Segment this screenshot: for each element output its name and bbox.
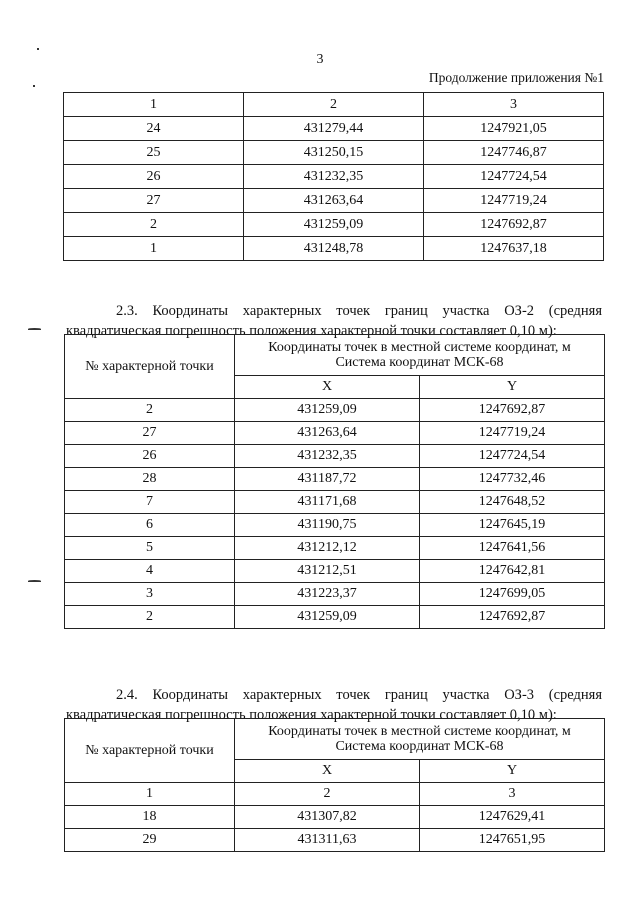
y-coordinate: 1247724,54 [420, 445, 605, 468]
point-number: 28 [65, 468, 235, 491]
table-row [65, 606, 605, 629]
coordinate-header-line: Координаты точек в местной системе координат, м [268, 339, 571, 355]
y-column-header: Y [420, 760, 605, 783]
column-number: 2 [235, 783, 420, 806]
table-row [65, 399, 605, 422]
coordinate-system-header [235, 335, 605, 376]
point-number: 2 [65, 399, 235, 422]
point-number: 26 [65, 445, 235, 468]
x-coordinate: 431232,35 [235, 445, 420, 468]
scan-mark [28, 328, 41, 330]
table-row [64, 189, 604, 213]
column-number: 1 [65, 783, 235, 806]
coordinate-header-line: Координаты точек в местной системе координат, м [268, 723, 571, 739]
y-coordinate: 1247732,46 [420, 468, 605, 491]
table-row [65, 829, 605, 852]
y-coordinate: 1247719,24 [424, 189, 604, 213]
point-number: 5 [65, 537, 235, 560]
coordinate-system-name: Система координат МСК-68 [335, 739, 504, 754]
y-coordinate: 1247692,87 [420, 399, 605, 422]
point-number: 18 [65, 806, 235, 829]
y-column-header: Y [420, 376, 605, 399]
y-coordinate: 1247629,41 [420, 806, 605, 829]
scan-mark [33, 85, 35, 87]
y-coordinate: 1247648,52 [420, 491, 605, 514]
x-coordinate: 431259,09 [235, 399, 420, 422]
page-number: 3 [316, 52, 324, 67]
x-column-header: X [235, 376, 420, 399]
table-row [64, 141, 604, 165]
y-coordinate: 1247921,05 [424, 117, 604, 141]
column-numbering-row [65, 783, 605, 806]
table-row [64, 165, 604, 189]
table-row [65, 445, 605, 468]
point-number: 6 [65, 514, 235, 537]
column-number: 1 [64, 93, 244, 117]
table-row [65, 537, 605, 560]
table-row [65, 422, 605, 445]
table-row [64, 237, 604, 261]
x-coordinate: 431279,44 [244, 117, 424, 141]
y-coordinate: 1247746,87 [424, 141, 604, 165]
x-coordinate: 431259,09 [235, 606, 420, 629]
y-coordinate: 1247641,56 [420, 537, 605, 560]
y-coordinate: 1247645,19 [420, 514, 605, 537]
point-number: 27 [64, 189, 244, 213]
coordinates-table-continued [63, 92, 604, 261]
table-row [65, 560, 605, 583]
scan-mark [37, 48, 39, 50]
section-2-3-paragraph: 2.3. Координаты характерных точек границ участка ОЗ-2 (средняя квадратическая погрешность положения характерной точки составляет 0,10 м): [66, 302, 602, 339]
coordinates-table-oz-2 [64, 334, 605, 629]
column-number: 3 [424, 93, 604, 117]
point-number: 26 [64, 165, 244, 189]
y-coordinate: 1247692,87 [424, 213, 604, 237]
coordinates-table-oz-3 [64, 718, 605, 852]
scan-mark [28, 580, 41, 582]
table-row [65, 468, 605, 491]
point-number: 29 [65, 829, 235, 852]
x-coordinate: 431223,37 [235, 583, 420, 606]
y-coordinate: 1247651,95 [420, 829, 605, 852]
table-row [65, 583, 605, 606]
coordinate-system-name: Система координат МСК-68 [335, 355, 504, 370]
y-coordinate: 1247642,81 [420, 560, 605, 583]
table-row [65, 514, 605, 537]
x-column-header: X [235, 760, 420, 783]
table-row [65, 806, 605, 829]
point-number: 2 [64, 213, 244, 237]
point-number-header: № характерной точки [65, 335, 235, 399]
x-coordinate: 431263,64 [235, 422, 420, 445]
point-number-header: № характерной точки [65, 719, 235, 783]
x-coordinate: 431259,09 [244, 213, 424, 237]
x-coordinate: 431263,64 [244, 189, 424, 213]
coordinate-system-header [235, 719, 605, 760]
point-number: 3 [65, 583, 235, 606]
y-coordinate: 1247699,05 [420, 583, 605, 606]
x-coordinate: 431171,68 [235, 491, 420, 514]
point-number: 27 [65, 422, 235, 445]
point-number: 24 [64, 117, 244, 141]
table-header-row [65, 719, 605, 760]
y-coordinate: 1247692,87 [420, 606, 605, 629]
x-coordinate: 431212,51 [235, 560, 420, 583]
point-number: 1 [64, 237, 244, 261]
section-2-4-paragraph: 2.4. Координаты характерных точек границ участка ОЗ-3 (средняя квадратическая погрешность положения характерной точки составляет 0,10 м): [66, 686, 602, 723]
y-coordinate: 1247719,24 [420, 422, 605, 445]
point-number: 7 [65, 491, 235, 514]
column-number: 3 [420, 783, 605, 806]
x-coordinate: 431311,63 [235, 829, 420, 852]
x-coordinate: 431187,72 [235, 468, 420, 491]
x-coordinate: 431212,12 [235, 537, 420, 560]
y-coordinate: 1247637,18 [424, 237, 604, 261]
table-header-row [64, 93, 604, 117]
continuation-caption: Продолжение приложения №1 [428, 70, 604, 85]
table-row [65, 491, 605, 514]
x-coordinate: 431232,35 [244, 165, 424, 189]
point-number: 2 [65, 606, 235, 629]
point-number: 25 [64, 141, 244, 165]
column-number: 2 [244, 93, 424, 117]
x-coordinate: 431190,75 [235, 514, 420, 537]
table-header-row [65, 335, 605, 376]
x-coordinate: 431250,15 [244, 141, 424, 165]
x-coordinate: 431307,82 [235, 806, 420, 829]
x-coordinate: 431248,78 [244, 237, 424, 261]
point-number: 4 [65, 560, 235, 583]
table-row [64, 213, 604, 237]
table-row [64, 117, 604, 141]
y-coordinate: 1247724,54 [424, 165, 604, 189]
